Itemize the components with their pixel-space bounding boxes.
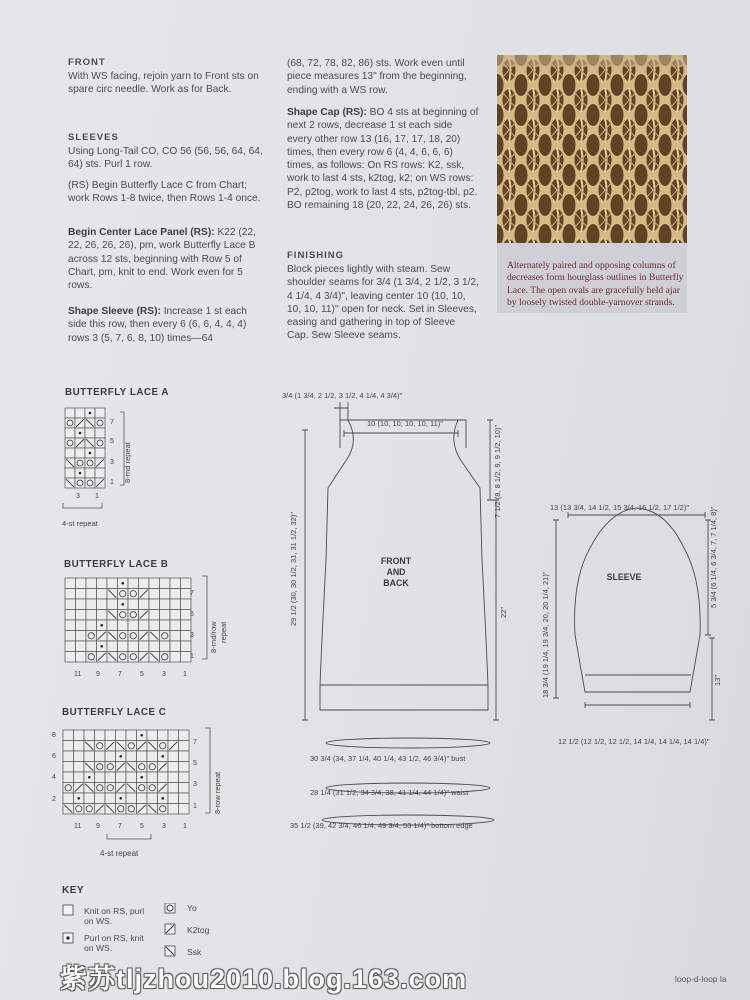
chart-cell <box>107 620 118 631</box>
chart-b-row-label: 1 <box>190 653 194 660</box>
chart-cell <box>139 620 150 631</box>
chart-cell <box>75 408 85 418</box>
chart-cell <box>160 641 171 652</box>
chart-cell <box>179 741 190 752</box>
chart-cell <box>74 741 85 752</box>
continued-body: (68, 72, 78, 82, 86) sts. Work even until piece measures 13" from the beginning, ending with a WS row. <box>287 58 467 96</box>
bottom-dim: 35 1/2 (39, 42 3/4, 46 1/4, 49 3/4, 53 1/4)" bottom edge <box>290 821 473 830</box>
chart-cell <box>85 468 95 478</box>
purl-symbol <box>89 452 92 455</box>
purl-symbol <box>119 797 122 800</box>
chart-cell <box>179 783 190 794</box>
chart-b-repeat-label-2: repeat <box>219 621 228 643</box>
chart-cell <box>181 599 192 610</box>
chart-cell <box>85 478 95 488</box>
chart-b-repeat-label: 8-rnd/row <box>209 621 218 653</box>
chart-cell <box>149 599 160 610</box>
chart-cell <box>105 762 116 773</box>
front-back-title-2: AND <box>386 567 406 577</box>
sleeves-body: Using Long-Tail CO, CO 56 (56, 56, 64, 64, 64) sts. Purl 1 row. <box>68 146 263 171</box>
chart-cell <box>147 783 158 794</box>
chart-c-repeat-label: 8-row repeat <box>213 771 222 814</box>
chart-cell <box>118 641 129 652</box>
chart-cell <box>65 418 75 428</box>
chart-cell <box>147 751 158 762</box>
chart-cell <box>95 793 106 804</box>
side-dim: 22" <box>499 606 508 618</box>
waist-dim: 28 1/4 (31 1/2, 34 3/4, 38, 41 1/4, 44 1/4)" waist <box>310 788 469 797</box>
chart-cell <box>128 599 139 610</box>
chart-cell <box>168 751 179 762</box>
chart-cell <box>126 730 137 741</box>
chart-cell <box>128 652 139 663</box>
chart-b-row-label: 7 <box>190 590 194 597</box>
chart-cell <box>65 631 76 642</box>
purl-symbol <box>79 432 82 435</box>
chart-cell <box>76 578 87 589</box>
chart-cell <box>76 620 87 631</box>
upper-arm-dim: 13 (13 3/4, 14 1/2, 15 3/4, 16 1/2, 17 1/2)" <box>550 503 690 512</box>
knit-swatch <box>63 905 73 915</box>
chart-cell <box>74 772 85 783</box>
chart-cell <box>95 408 105 418</box>
chart-cell <box>149 578 160 589</box>
chart-b-col-label: 1 <box>183 671 187 678</box>
chart-b <box>60 573 235 683</box>
chart-cell <box>116 804 127 815</box>
chart-cell <box>118 610 129 621</box>
chart-cell <box>128 578 139 589</box>
chart-a <box>60 398 150 533</box>
chart-cell <box>168 730 179 741</box>
chart-cell <box>116 730 127 741</box>
chart-cell <box>84 804 95 815</box>
chart-cell <box>168 762 179 773</box>
chart-c-row-label: 7 <box>193 739 197 746</box>
key-knit-label: Knit on RS, purl on WS. <box>84 906 145 926</box>
chart-cell <box>107 641 118 652</box>
neck-dim: 10 (10, 10, 10, 10, 11)" <box>367 419 443 428</box>
chart-cell <box>65 652 76 663</box>
purl-symbol <box>161 797 164 800</box>
shoulder-dim: 3/4 (1 3/4, 2 1/2, 3 1/2, 4 1/4, 4 3/4)" <box>282 391 403 400</box>
shape-cap-body: BO 4 sts at beginning of next 2 rows, decrease 1 st each side every other row 13 (16, 17, 17, 18, 20) times, then every row 6 (4, 4, 6, 6, 6) times, as follows: On RS rows: K2, ssk, work to last 4 sts, k2tog, k2; on WS rows: P2, p2tog, work to last 4 sts, p2tog-tbl, p2. BO remaining 18 (20, 22, 24, 26, 26) sts. <box>287 107 479 212</box>
purl-dot-icon <box>66 936 69 939</box>
chart-cell <box>95 428 105 438</box>
chart-cell <box>63 730 74 741</box>
chart-cell <box>128 631 139 642</box>
chart-b-row-label: 5 <box>190 611 194 618</box>
chart-c-st-repeat: 4-st repeat <box>100 849 139 858</box>
front-back-title-3: BACK <box>383 578 409 588</box>
chart-cell <box>86 589 97 600</box>
lace-photo <box>497 55 687 243</box>
chart-c-col-label: 11 <box>74 823 82 830</box>
chart-a-col-label: 1 <box>95 493 99 500</box>
key-purl-label: Purl on RS, knit on WS. <box>84 933 144 953</box>
chart-b-col-label: 5 <box>140 671 144 678</box>
chart-cell <box>118 620 129 631</box>
chart-cell <box>149 641 160 652</box>
footer-text: loop-d-loop la <box>675 974 727 984</box>
chart-a-row-label: 5 <box>110 438 114 445</box>
chart-cell <box>181 620 192 631</box>
chart-cell <box>95 448 105 458</box>
sleeve-outline <box>575 508 701 692</box>
chart-cell <box>63 751 74 762</box>
chart-cell <box>74 751 85 762</box>
chart-cell <box>170 641 181 652</box>
chart-cell <box>95 468 105 478</box>
chart-cell <box>95 751 106 762</box>
purl-symbol <box>121 603 124 606</box>
chart-cell <box>147 730 158 741</box>
chart-cell <box>105 783 116 794</box>
chart-cell <box>65 448 75 458</box>
chart-cell <box>128 610 139 621</box>
chart-c-col-label: 5 <box>140 823 144 830</box>
purl-symbol <box>100 645 103 648</box>
center-panel-paragraph <box>68 226 268 292</box>
chart-cell <box>118 652 129 663</box>
chart-c-col-label: 7 <box>118 823 122 830</box>
chart-c <box>45 722 235 862</box>
chart-cell <box>181 641 192 652</box>
front-body: With WS facing, rejoin yarn to Front sts on spare circ needle. Work as for Back. <box>68 71 259 96</box>
chart-c-col-label: 3 <box>162 823 166 830</box>
chart-cell <box>95 762 106 773</box>
purl-symbol <box>89 412 92 415</box>
key-k2tog-label: K2tog <box>187 925 210 935</box>
chart-cell <box>168 804 179 815</box>
front-heading: FRONT <box>68 57 106 68</box>
chart-cell <box>86 641 97 652</box>
chart-cell <box>95 418 105 428</box>
chart-cell <box>65 468 75 478</box>
chart-cell <box>139 599 150 610</box>
chart-c-title: BUTTERFLY LACE C <box>62 707 167 718</box>
chart-c-row-label: 5 <box>193 760 197 767</box>
chart-cell <box>126 741 137 752</box>
chart-cell <box>63 762 74 773</box>
purl-symbol <box>140 734 143 737</box>
cap-height-dim: 5 3/4 (6 1/4, 6 3/4, 7, 7 1/4, 8)" <box>709 506 718 608</box>
chart-cell <box>76 610 87 621</box>
chart-cell <box>63 741 74 752</box>
chart-cell <box>74 804 85 815</box>
shape-cap-heading: Shape Cap (RS): <box>287 107 367 118</box>
chart-cell <box>86 610 97 621</box>
chart-cell <box>95 730 106 741</box>
chart-cell <box>179 762 190 773</box>
chart-cell <box>158 804 169 815</box>
chart-cell <box>63 783 74 794</box>
sleeve-title: SLEEVE <box>606 572 642 582</box>
chart-cell <box>84 730 95 741</box>
chart-cell <box>137 751 148 762</box>
watermark: 紫苏tljzhou2010.blog.163.com <box>60 964 468 994</box>
armhole-dim: 7 1/2 (8, 8 1/2, 9, 9 1/2, 10)" <box>493 424 502 518</box>
chart-cell <box>160 599 171 610</box>
chart-cell <box>137 762 148 773</box>
chart-cell <box>95 783 106 794</box>
chart-cell <box>170 610 181 621</box>
chart-cell <box>65 620 76 631</box>
chart-cell <box>74 762 85 773</box>
chart-a-row-label: 3 <box>110 459 114 466</box>
shape-sleeve-body: Increase 1 st each side this row, then every 6 (6, 6, 4, 4, 4) rows 3 (5, 7, 6, 8, 10) times—64 <box>68 306 247 344</box>
chart-cell <box>105 751 116 762</box>
chart-cell <box>76 652 87 663</box>
sleeve-seam-dim: 13" <box>713 674 722 686</box>
chart-cell <box>97 599 108 610</box>
chart-cell <box>74 730 85 741</box>
chart-cell <box>168 793 179 804</box>
chart-cell <box>85 428 95 438</box>
chart-cell <box>149 620 160 631</box>
chart-c-col-label: 1 <box>183 823 187 830</box>
chart-cell <box>126 793 137 804</box>
chart-cell <box>170 589 181 600</box>
chart-cell <box>170 599 181 610</box>
front-back-title-1: FRONT <box>380 556 412 566</box>
chart-cell <box>128 620 139 631</box>
chart-cell <box>139 578 150 589</box>
chart-cell <box>97 578 108 589</box>
chart-cell <box>126 804 137 815</box>
chart-a-row-label: 1 <box>110 479 114 486</box>
chart-c-row-label: 1 <box>193 803 197 810</box>
chart-c-row-label: 6 <box>52 753 56 760</box>
chart-cell <box>160 610 171 621</box>
chart-cell <box>107 599 118 610</box>
rs-body: (RS) Begin Butterfly Lace C from Chart; work Rows 1-8 twice, then Rows 1-4 once. <box>68 180 261 205</box>
chart-cell <box>86 631 97 642</box>
chart-cell <box>97 589 108 600</box>
chart-cell <box>76 631 87 642</box>
chart-cell <box>65 589 76 600</box>
chart-cell <box>118 631 129 642</box>
chart-cell <box>86 599 97 610</box>
chart-cell <box>107 578 118 589</box>
purl-symbol <box>79 472 82 475</box>
chart-cell <box>179 730 190 741</box>
length-dim: 29 1/2 (30, 30 1/2, 31, 31 1/2, 32)" <box>289 512 298 626</box>
chart-cell <box>76 599 87 610</box>
chart-cell <box>128 641 139 652</box>
chart-b-col-label: 7 <box>118 671 122 678</box>
chart-cell <box>85 458 95 468</box>
key-title: KEY <box>62 885 85 896</box>
yo-swatch <box>165 903 175 913</box>
key-yo-label: Yo <box>187 903 197 913</box>
chart-cell <box>75 448 85 458</box>
chart-cell <box>84 751 95 762</box>
chart-a-row-label: 7 <box>110 419 114 426</box>
cuff-dim: 12 1/2 (12 1/2, 12 1/2, 14 1/4, 14 1/4, 14 1/4)" <box>558 737 710 746</box>
chart-cell <box>168 772 179 783</box>
chart-cell <box>128 589 139 600</box>
chart-cell <box>170 620 181 631</box>
chart-cell <box>137 793 148 804</box>
chart-cell <box>76 589 87 600</box>
chart-cell <box>65 610 76 621</box>
chart-cell <box>95 772 106 783</box>
chart-cell <box>65 428 75 438</box>
chart-cell <box>158 772 169 783</box>
chart-cell <box>65 578 76 589</box>
chart-cell <box>65 599 76 610</box>
chart-cell <box>160 589 171 600</box>
purl-symbol <box>121 582 124 585</box>
chart-a-title: BUTTERFLY LACE A <box>65 387 169 398</box>
chart-cell <box>97 610 108 621</box>
chart-cell <box>160 578 171 589</box>
chart-a-st-repeat: 4-st repeat <box>62 519 98 528</box>
chart-cell <box>105 793 116 804</box>
chart-cell <box>65 408 75 418</box>
chart-c-row-label: 3 <box>193 781 197 788</box>
shape-sleeve-heading: Shape Sleeve (RS): <box>68 306 161 317</box>
chart-c-row-label: 2 <box>52 796 56 803</box>
chart-cell <box>179 804 190 815</box>
chart-cell <box>179 751 190 762</box>
chart-cell <box>137 783 148 794</box>
key-ssk-label: Ssk <box>187 947 202 957</box>
schematic <box>250 380 740 840</box>
chart-cell <box>65 641 76 652</box>
chart-cell <box>75 458 85 468</box>
chart-cell <box>76 641 87 652</box>
chart-cell <box>168 783 179 794</box>
chart-cell <box>95 438 105 448</box>
chart-c-col-label: 9 <box>96 823 100 830</box>
chart-cell <box>75 478 85 488</box>
sleeve-length-dim: 18 3/4 (19 1/4, 19 3/4, 20, 20 1/4, 21)" <box>541 571 550 698</box>
purl-symbol <box>77 797 80 800</box>
chart-cell <box>158 730 169 741</box>
chart-cell <box>147 793 158 804</box>
chart-cell <box>126 751 137 762</box>
chart-cell <box>118 589 129 600</box>
chart-cell <box>149 610 160 621</box>
chart-cell <box>65 438 75 448</box>
chart-b-row-label: 3 <box>190 632 194 639</box>
chart-cell <box>158 741 169 752</box>
shape-cap-paragraph <box>287 106 479 212</box>
chart-cell <box>86 652 97 663</box>
chart-cell <box>105 730 116 741</box>
chart-cell <box>170 578 181 589</box>
finishing-heading: FINISHING <box>287 250 345 261</box>
sleeves-heading: SLEEVES <box>68 132 119 143</box>
chart-cell <box>179 772 190 783</box>
chart-cell <box>170 631 181 642</box>
chart-cell <box>63 772 74 783</box>
finishing-body: Block pieces lightly with steam. Sew shoulder seams for 3/4 (1 3/4, 2 1/2, 3 1/2, 4 1/4, 4 3/4)", leaving center 10 (10, 10, 10, 10, 11)" open for neck. Set in Sleeves, easing and gathering in top of Sleeve Cap. Sew Sleeve seams. <box>287 264 479 342</box>
chart-cell <box>126 772 137 783</box>
purl-symbol <box>100 624 103 627</box>
shape-sleeve-paragraph <box>68 305 268 345</box>
chart-cell <box>147 772 158 783</box>
chart-cell <box>86 578 97 589</box>
chart-cell <box>86 620 97 631</box>
purl-symbol <box>88 776 91 779</box>
purl-symbol <box>161 755 164 758</box>
photo-caption: Alternately paired and opposing columns of decreases form hourglass outlines in Butterfly Lace. The open ovals are gracefully held ajar by loosely twisted double-yarnover strands. <box>507 260 684 309</box>
chart-c-row-label: 4 <box>52 774 56 781</box>
chart-a-repeat-label: 8-rnd repeat <box>123 442 132 483</box>
chart-cell <box>116 772 127 783</box>
chart-cell <box>63 793 74 804</box>
chart-b-col-label: 11 <box>74 671 82 678</box>
purl-symbol <box>140 776 143 779</box>
bust-dim: 30 3/4 (34, 37 1/4, 40 1/4, 43 1/2, 46 3/4)" bust <box>310 754 466 763</box>
chart-b-title: BUTTERFLY LACE B <box>64 559 169 570</box>
chart-cell <box>179 793 190 804</box>
chart-b-col-label: 9 <box>96 671 100 678</box>
chart-cell <box>181 578 192 589</box>
chart-cell <box>160 652 171 663</box>
chart-cell <box>160 631 171 642</box>
center-panel-heading: Begin Center Lace Panel (RS): <box>68 227 215 238</box>
chart-cell <box>105 772 116 783</box>
chart-cell <box>170 652 181 663</box>
chart-cell <box>84 793 95 804</box>
chart-cell <box>160 620 171 631</box>
center-panel-body: K22 (22, 22, 26, 26, 26), pm, work Butterfly Lace B across 12 sts, beginning with Row 5 of Chart, pm, knit to end. Work even for 5 rows. <box>68 227 256 292</box>
chart-cell <box>147 762 158 773</box>
chart-cell <box>139 641 150 652</box>
chart-cell <box>95 741 106 752</box>
purl-symbol <box>119 755 122 758</box>
chart-c-row-label: 8 <box>52 732 56 739</box>
chart-cell <box>149 589 160 600</box>
chart-b-col-label: 3 <box>162 671 166 678</box>
chart-a-col-label: 3 <box>76 493 80 500</box>
